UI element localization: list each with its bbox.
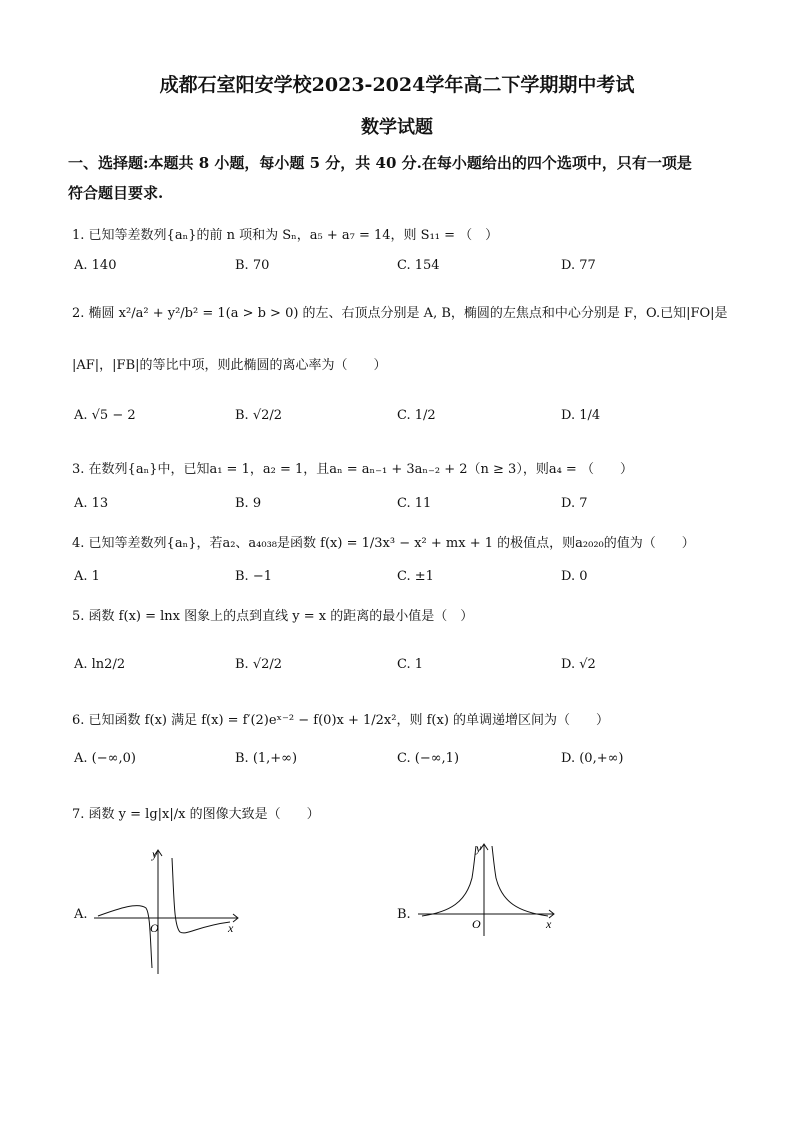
- q6-option-b: B. (1,+∞): [235, 751, 298, 766]
- question-2-line2: |AF|，|FB|的等比中项，则此椭圆的离心率为（ ）: [72, 358, 387, 373]
- question-number: 1.: [72, 228, 85, 243]
- q2-option-d: D. 1/4: [561, 408, 601, 423]
- question-7: [72, 803, 320, 822]
- q2-option-a: A. √5 − 2: [74, 408, 136, 423]
- graph-b: [414, 838, 564, 938]
- question-number: 2.: [72, 306, 85, 321]
- question-text: 椭圆 x²/a² + y²/b² = 1(a > b > 0) 的左、右顶点分别是 A, B，椭圆的左焦点和中心分别是 F，O.已知|FO|是: [88, 306, 728, 321]
- section-heading-line1: 一、选择题:本题共 8 小题，每小题 5 分，共 40 分.在每小题给出的四个选项中，只有一项是: [68, 154, 692, 172]
- question-5: [72, 605, 473, 624]
- page-title: 成都石室阳安学校2023-2024学年高二下学期期中考试: [159, 74, 635, 96]
- q7-option-a: A.: [74, 907, 88, 922]
- graph-a: [90, 838, 250, 978]
- q4-option-d: D. 0: [561, 569, 588, 584]
- origin-label: O: [472, 917, 481, 931]
- curve-left: [422, 846, 476, 916]
- section-heading-line2: 符合题目要求.: [68, 184, 164, 202]
- q5-option-c: C. 1: [397, 657, 424, 672]
- q2-option-c: C. 1/2: [397, 408, 436, 423]
- curve-right: [492, 846, 548, 916]
- question-4: [72, 532, 695, 551]
- q4-option-a: A. 1: [74, 569, 100, 584]
- question-number: 3.: [72, 462, 85, 477]
- q4-option-c: C. ±1: [397, 569, 434, 584]
- q6-option-d: D. (0,+∞): [561, 751, 624, 766]
- q3-option-b: B. 9: [235, 496, 262, 511]
- q3-option-a: A. 13: [74, 496, 109, 511]
- question-text: 已知等差数列{aₙ}，若a₂、a₄₀₃₈是函数 f(x) = 1/3x³ − x² + mx + 1 的极值点，则a₂₀₂₀的值为（ ）: [88, 536, 695, 551]
- y-label: y: [152, 847, 158, 861]
- q2-option-b: B. √2/2: [235, 408, 283, 423]
- q1-option-b: B. 70: [235, 258, 270, 273]
- curve-right: [172, 858, 230, 933]
- q6-option-a: A. (−∞,0): [74, 751, 136, 766]
- question-text: 已知等差数列{aₙ}的前 n 项和为 Sₙ，a₅ + a₇ = 14，则 S₁₁ = （ ）: [88, 228, 499, 243]
- origin-label: O: [150, 921, 159, 935]
- question-text: 函数 f(x) = lnx 图象上的点到直线 y = x 的距离的最小值是（ ）: [88, 609, 474, 624]
- question-number: 6.: [72, 713, 85, 728]
- y-label: y: [476, 841, 482, 855]
- q3-option-d: D. 7: [561, 496, 588, 511]
- question-number: 7.: [72, 807, 85, 822]
- q3-option-c: C. 11: [397, 496, 432, 511]
- q4-option-b: B. −1: [235, 569, 272, 584]
- question-number: 4.: [72, 536, 85, 551]
- question-3: [72, 458, 633, 477]
- question-text: 已知函数 f(x) 满足 f(x) = f′(2)eˣ⁻² − f(0)x + 1/2x²，则 f(x) 的单调递增区间为（ ）: [88, 713, 610, 728]
- q5-option-b: B. √2/2: [235, 657, 283, 672]
- x-label: x: [546, 917, 552, 931]
- question-text: 在数列{aₙ}中，已知a₁ = 1，a₂ = 1，且aₙ = aₙ₋₁ + 3aₙ₋₂ + 2（n ≥ 3），则a₄ = （ ）: [88, 462, 633, 477]
- q1-option-a: A. 140: [74, 258, 117, 273]
- question-6: [72, 709, 609, 728]
- question-2-line1: [72, 302, 728, 321]
- q5-option-d: D. √2: [561, 657, 596, 672]
- question-text: 函数 y = lg|x|/x 的图像大致是（ ）: [88, 807, 320, 822]
- curve-left: [98, 906, 152, 968]
- q1-option-c: C. 154: [397, 258, 440, 273]
- q6-option-c: C. (−∞,1): [397, 751, 460, 766]
- q5-option-a: A. ln2/2: [74, 657, 126, 672]
- q1-option-d: D. 77: [561, 258, 596, 273]
- x-label: x: [228, 921, 234, 935]
- q7-option-b: B.: [397, 907, 411, 922]
- page-subtitle: 数学试题: [361, 117, 433, 138]
- question-1: [72, 224, 498, 243]
- question-number: 5.: [72, 609, 85, 624]
